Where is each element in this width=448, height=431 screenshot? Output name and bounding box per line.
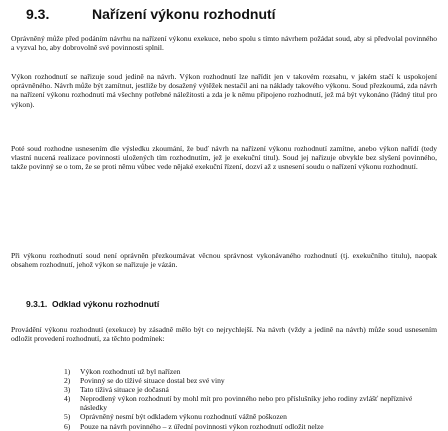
list-item-number: 3) (64, 385, 71, 395)
intro-paragraph: Provádění výkonu rozhodnutí (exekuce) by zásadně mělo být co nejrychlejší. Na návrh (vždy a jedině na návrh) může soud usnesením odložit provedení rozhodnutí, za těchto podmínek: (11, 325, 437, 344)
section-title: Nařízení výkonu rozhodnutí (92, 6, 276, 22)
list-item (64, 394, 430, 412)
list-item-text: Neprodlený výkon rozhodnutí by mohl mít pro povinného nebo pro příslušníky jeho rodiny zvlášť nepříznivé následky (80, 394, 413, 413)
section-number: 9.3. (26, 6, 50, 22)
list-item (64, 376, 430, 385)
conditions-list (64, 367, 430, 431)
list-item-text: Oprávněný nesmí být odkladem výkonu rozhodnutí vážně poškozen (80, 412, 287, 422)
list-item-text: Tato tíživá situace je dočasná (80, 385, 169, 395)
paragraph-1: Oprávněný může před podáním návrhu na nařízení výkonu exekuce, nebo spolu s tímto návrhem požádat soud, aby si předvolal povinného a vyzval ho, aby dobrovolně své povinnosti splnil. (11, 34, 437, 53)
list-item-text: Výkon rozhodnutí už byl nařízen (80, 367, 181, 376)
list-item-number: 2) (64, 376, 71, 386)
list-item-text: Povinný se do tíživé situace dostal bez své viny (80, 376, 225, 386)
section-heading (26, 6, 276, 22)
list-item (64, 367, 430, 376)
subsection-title: Odklad výkonu rozhodnutí (52, 299, 160, 309)
list-item-number: 5) (64, 412, 71, 422)
list-item (64, 412, 430, 421)
paragraph-4: Při výkonu rozhodnutí soud není oprávněn přezkoumávat věcnou správnost vykonávaného rozhodnutí (tj. exekučního titulu), naopak obsahem rozhodnutí, jehož výkon se nařizuje je vázán. (11, 251, 437, 270)
list-item-number: 4) (64, 394, 71, 404)
list-item-number: 1) (64, 367, 71, 376)
paragraph-2: Výkon rozhodnutí se nařizuje soud jedině na návrh. Výkon rozhodnutí lze nařídit jen v takovém rozsahu, v jakém stačí k uspokojení oprávněného. Návrh může být zamítnut, jestliže by dosažený výtěžek nestačil ani na náklady takového výkonu. Soud přezkoumá, zda návrh na nařízení výkonu rozhodnutí má všechny potřebné náležitosti a zda je k němu připojeno rozhodnutí, jež má být vykonáno (řádný titul pro výkon). (11, 72, 437, 109)
paragraph-3: Poté soud rozhodne usnesením dle výsledku zkoumání, že buď návrh na nařízení výkonu rozhodnutí zamítne, anebo výkon nařídí (tedy vlastní nucená realizace povinnosti uložených tím rozhodnutím, jež je exekuční titul). Soud jej nařizuje obvykle bez slyšení povinného, takže povinný se o tom, že se proti němu vůbec vede nějaké exekuční řízení, dozví až z usnesení soudu o nařízení výkonu rozhodnutí. (11, 144, 437, 172)
subsection-number: 9.3.1. (26, 299, 48, 309)
subsection-heading (26, 299, 159, 309)
list-item-number: 6) (64, 421, 71, 431)
list-item (64, 422, 430, 431)
list-item-text: Pouze na návrh povinného – z úřední povinnosti výkon rozhodnutí odložit nelze (80, 421, 324, 431)
list-item (64, 385, 430, 394)
